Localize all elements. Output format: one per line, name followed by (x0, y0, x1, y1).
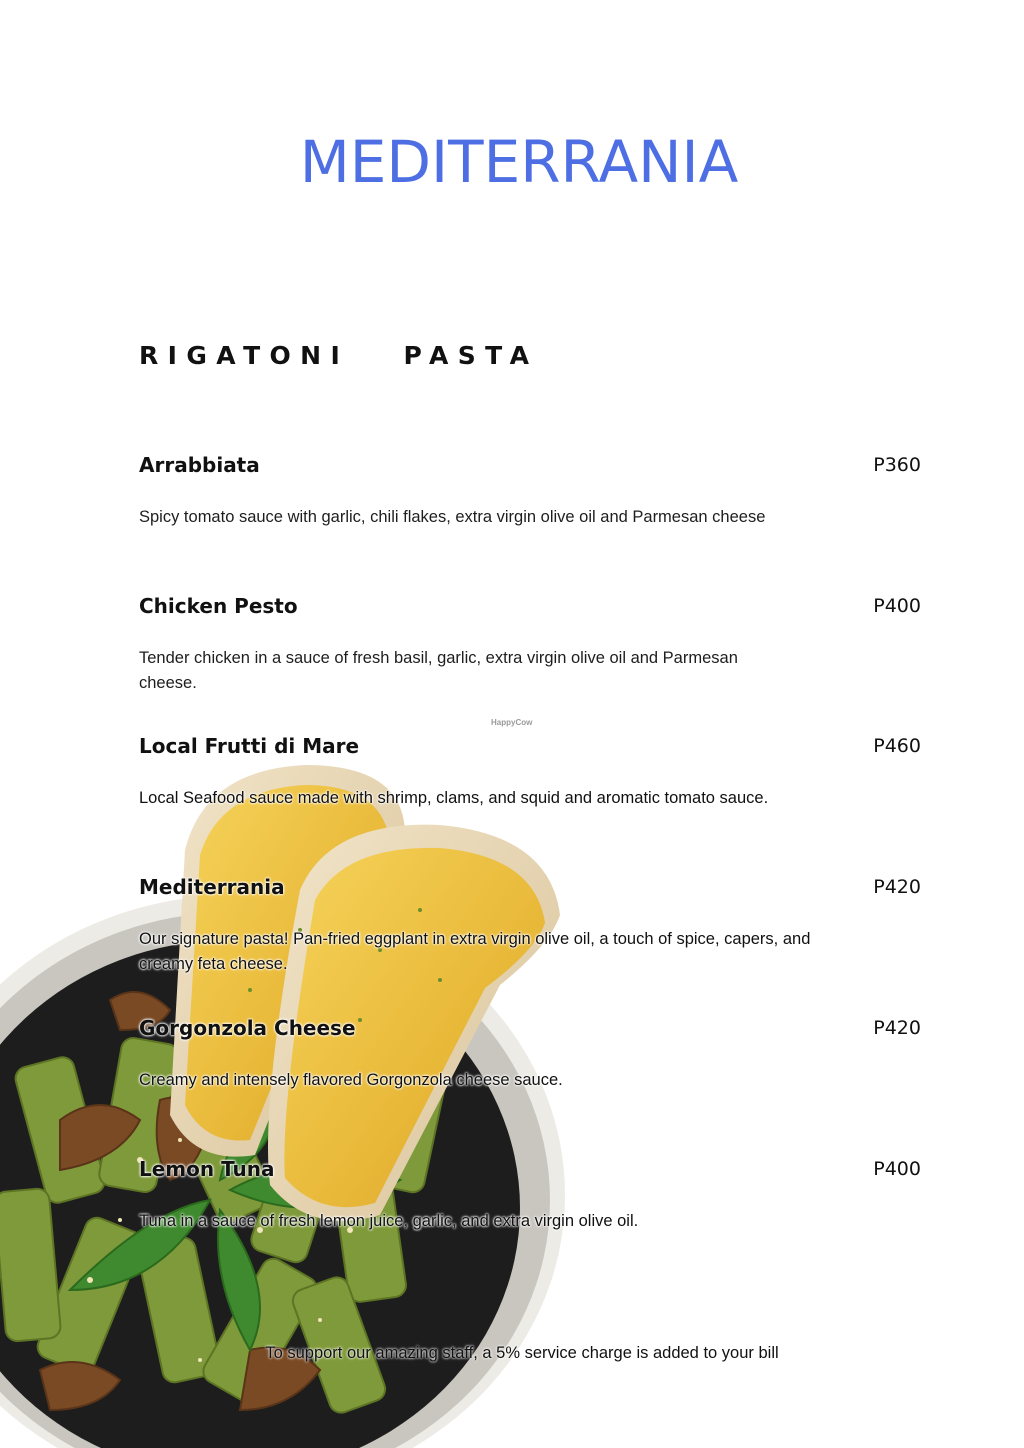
item-description: Tender chicken in a sauce of fresh basil, garlic, extra virgin olive oil and Parmesan cheese. (139, 649, 738, 692)
item-description: Spicy tomato sauce with garlic, chili flakes, extra virgin olive oil and Parmesan cheese (139, 508, 766, 526)
item-name: Mediterrania (139, 875, 285, 899)
service-charge-note: To support our amazing staff, a 5% service charge is added to your bill (265, 1344, 779, 1362)
item-name: Local Frutti di Mare (139, 734, 360, 758)
watermark: HappyCow (491, 718, 533, 727)
section-title: RIGATONI PASTA (139, 341, 539, 370)
brand-title: MEDITERRANIA (299, 128, 739, 196)
item-price: P460 (873, 735, 921, 757)
item-description: Local Seafood sauce made with shrimp, clams, and squid and aromatic tomato sauce. (139, 789, 769, 807)
item-description: Our signature pasta! Pan-fried eggplant in extra virgin olive oil, a touch of spice, capers, and creamy feta cheese. (139, 930, 811, 973)
item-name: Arrabbiata (139, 453, 260, 477)
item-price: P400 (873, 595, 921, 617)
item-price: P420 (873, 876, 921, 898)
item-description: Creamy and intensely flavored Gorgonzola cheese sauce. (139, 1071, 563, 1089)
item-name: Lemon Tuna (139, 1157, 275, 1181)
item-price: P420 (873, 1017, 921, 1039)
item-price: P400 (873, 1158, 921, 1180)
item-name: Chicken Pesto (139, 594, 298, 618)
item-description: Tuna in a sauce of fresh lemon juice, garlic, and extra virgin olive oil. (139, 1212, 639, 1230)
item-price: P360 (873, 454, 921, 476)
item-name: Gorgonzola Cheese (139, 1016, 356, 1040)
